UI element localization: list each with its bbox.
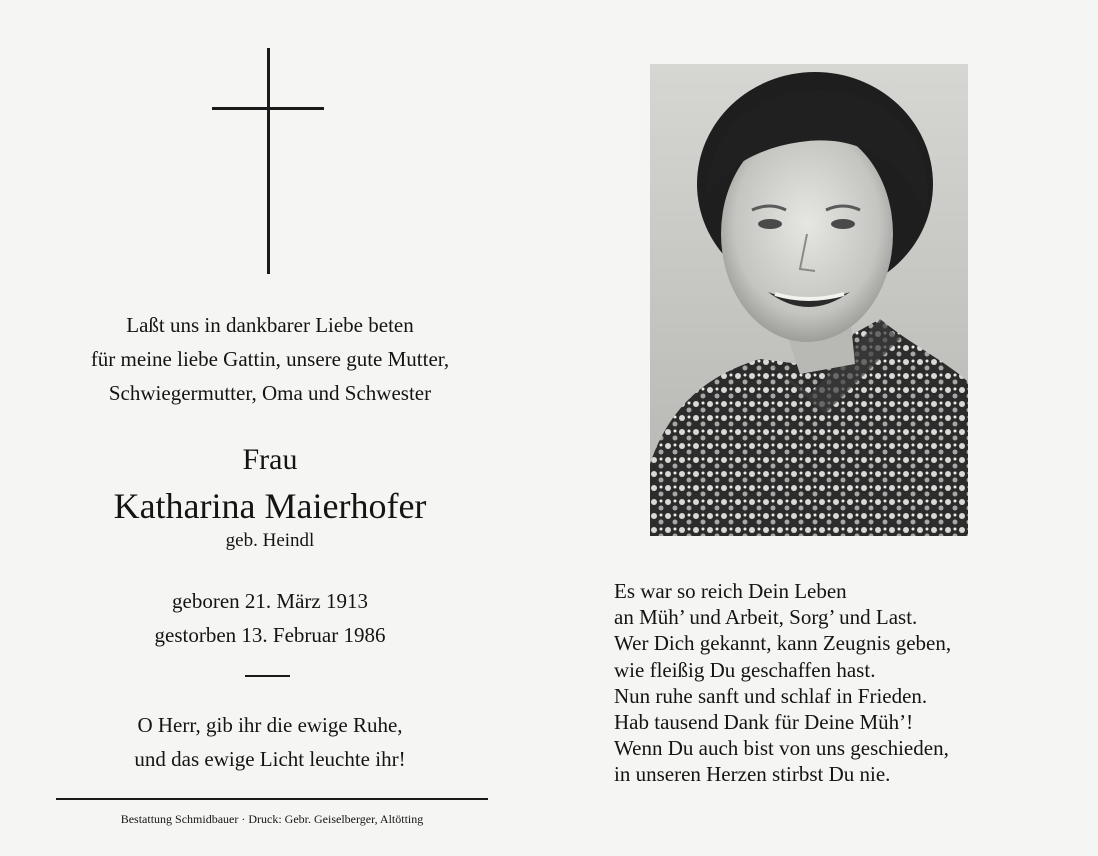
death-date: gestorben 13. Februar 1986 [154,623,386,647]
poem-line: an Müh’ und Arbeit, Sorg’ und Last. [614,605,918,630]
poem-line: Wer Dich gekannt, kann Zeugnis geben, [614,631,952,656]
maiden-name: geb. Heindl [225,530,315,551]
portrait-photo [650,64,968,536]
poem-line: wie fleißig Du geschaffen hast. [614,657,876,682]
prayer-text [40,708,500,776]
prayer-line: und das ewige Licht leuchte ihr! [134,747,406,771]
cross-icon-bar [212,107,324,110]
intro-text [40,308,500,410]
poem-line: Nun ruhe sanft und schlaf in Frieden. [614,683,928,708]
poem-line: Wenn Du auch bist von uns geschieden, [614,736,949,761]
poem-line: Es war so reich Dein Leben [614,579,847,603]
life-dates [40,584,500,652]
intro-line: Schwiegermutter, Oma und Schwester [108,381,432,405]
poem-line: in unseren Herzen stirbst Du nie. [614,762,891,787]
prayer-line: O Herr, gib ihr die ewige Ruhe, [137,713,403,737]
cross-icon [267,48,270,274]
portrait-illustration [650,64,968,536]
intro-line: für meine liebe Gattin, unsere gute Mutter, [90,347,450,371]
footer-divider [56,798,488,800]
poem [614,578,1064,788]
printer-credit: Bestattung Schmidbauer · Druck: Gebr. Geiselberger, Altötting [120,812,424,826]
honorific: Frau [242,443,298,476]
deceased-name: Katharina Maierhofer [113,486,427,526]
divider [245,675,290,677]
poem-line: Hab tausend Dank für Deine Müh’! [614,710,914,735]
birth-date: geboren 21. März 1913 [172,589,368,613]
intro-line: Laßt uns in dankbarer Liebe beten [126,313,414,337]
